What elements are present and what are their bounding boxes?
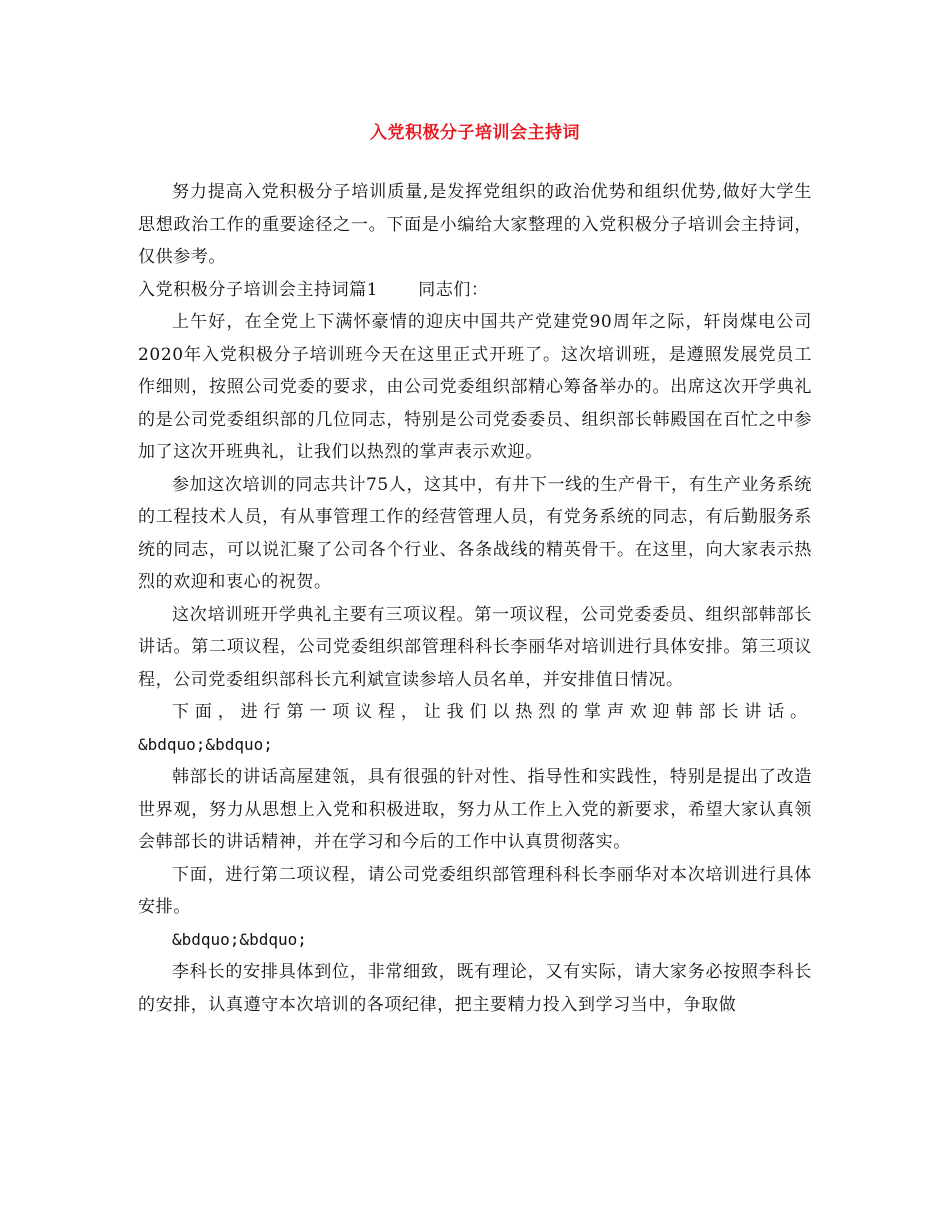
paragraph-agenda: 这次培训班开学典礼主要有三项议程。第一项议程，公司党委委员、组织部韩部长讲话。第二项议程，公司党委组织部管理科科长李丽华对培训进行具体安排。第三项议程，公司党委组织部科长亢利斌宣读参培人员名单，并安排值日情况。 xyxy=(138,604,812,690)
section-heading-line xyxy=(138,274,812,307)
paragraph-arrangement-summary: 李科长的安排具体到位，非常细致，既有理论，又有实际，请大家务必按照李科长的安排，认真遵守本次培训的各项纪律，把主要精力投入到学习当中，争取做 xyxy=(138,962,812,1015)
paragraph-first-item: 下面，进行第一项议程，让我们以热烈的掌声欢迎韩部长讲话。 xyxy=(172,702,812,722)
document-title: 入党积极分子培训会主持词 xyxy=(370,123,580,143)
placeholder-quote-2: &bdquo;&bdquo; xyxy=(172,929,307,949)
section-heading: 入党积极分子培训会主持词篇1 xyxy=(138,279,379,300)
placeholder-quote-1: &bdquo;&bdquo; xyxy=(138,734,273,754)
paragraph-second-item: 下面，进行第二项议程，请公司党委组织部管理科科长李丽华对本次培训进行具体安排。 xyxy=(138,864,812,917)
paragraph-participants: 参加这次培训的同志共计75人，这其中，有井下一线的生产骨干，有生产业务系统的工程技术人员，有从事管理工作的经营管理人员，有党务系统的同志，有后勤服务系统的同志，可以说汇聚了公司各个行业、各条战线的精英骨干。在这里，向大家表示热烈的欢迎和衷心的祝贺。 xyxy=(138,474,812,592)
greeting: 同志们： xyxy=(418,279,489,300)
intro-paragraph: 努力提高入党积极分子培训质量,是发挥党组织的政治优势和组织优势,做好大学生思想政治工作的重要途径之一。下面是小编给大家整理的入党积极分子培训会主持词，仅供参考。 xyxy=(138,182,812,267)
paragraph-opening: 上午好，在全党上下满怀豪情的迎庆中国共产党建党90周年之际，轩岗煤电公司2020年入党积极分子培训班今天在这里正式开班了。这次培训班，是遵照发展党员工作细则，按照公司党委的要求，由公司党委组织部精心筹备举办的。出席这次开学典礼的是公司党委组织部的几位同志，特别是公司党委委员、组织部长韩殿国在百忙之中参加了这次开班典礼，让我们以热烈的掌声表示欢迎。 xyxy=(138,312,812,462)
paragraph-speech-summary: 韩部长的讲话高屋建瓴，具有很强的针对性、指导性和实践性，特别是提出了改造世界观，努力从思想上入党和积极进取，努力从工作上入党的新要求，希望大家认真领会韩部长的讲话精神，并在学习和今后的工作中认真贯彻落实。 xyxy=(138,767,812,852)
